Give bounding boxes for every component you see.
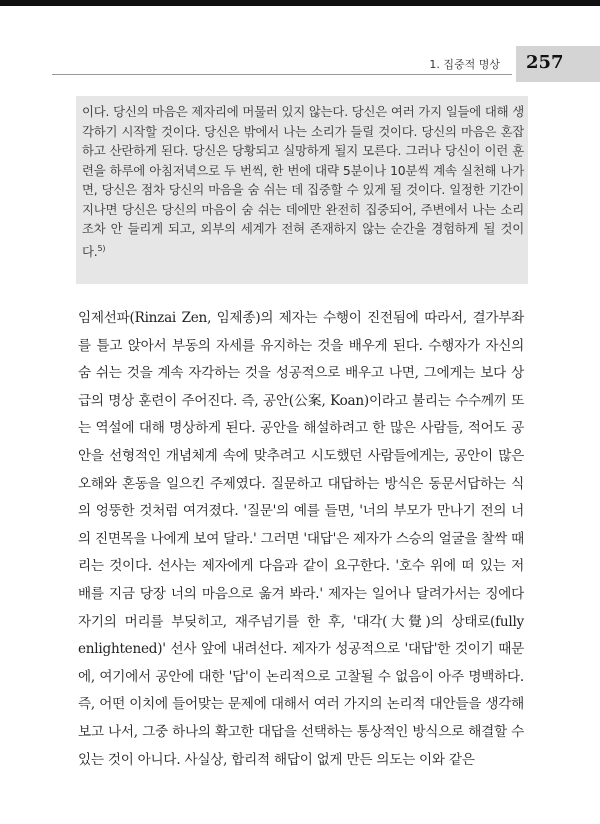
header-rule <box>52 74 512 75</box>
quotation-body: 이다. 당신의 마음은 제자리에 머물러 있지 않는다. 당신은 여러 가지 일들에 대해 생각하기 시작할 것이다. 당신은 밖에서 나는 소리가 들릴 것이다. 당신의 마음은 혼잡하고 산란하게 된다. 당신은 당황되고 실망하게 될지 모른다. 그러나 당신이 이런 훈련을 하루에 아침저녁으로 두 번씩, 한 번에 대략 5분이나 10분씩 계속 실천해 나가면, 당신은 점차 당신의 마음을 숨 쉬는 데 집중할 수 있게 될 것이다. 일정한 기간이 지나면 당신은 당신의 마음이 숨 쉬는 데에만 완전히 집중되어, 주변에서 나는 소리조차 안 들리게 되고, 외부의 세계가 전혀 존재하지 않는 순간을 경험하게 될 것이다. <box>82 104 524 259</box>
running-header <box>0 46 600 82</box>
page-number-box <box>516 46 600 82</box>
quotation-block <box>76 96 528 284</box>
top-edge-bar <box>0 0 600 6</box>
footnote-marker: 5) <box>97 243 106 253</box>
chapter-title: 1. 집중적 명상 <box>429 58 500 71</box>
page-number: 257 <box>526 52 564 73</box>
body-paragraph: 임제선파(Rinzai Zen, 임제종)의 제자는 수행이 진전됨에 따라서, 결가부좌를 틀고 앉아서 부동의 자세를 유지하는 것을 배우게 된다. 수행자가 자신의 숨 쉬는 것을 계속 자각하는 것을 성공적으로 배우고 나면, 그에게는 보다 상급의 명상 훈련이 주어진다. 즉, 공안(公案, Koan)이라고 불리는 수수께끼 또는 역설에 대해 명상하게 된다. 공안을 해설하려고 한 많은 사람들, 적어도 공안을 선형적인 개념체계 속에 맞추려고 시도했던 사람들에게는, 공안이 많은 오해와 혼동을 일으킨 주제였다. 질문하고 대답하는 방식은 동문서답하는 식의 엉뚱한 것처럼 여겨졌다. '질문'의 예를 들면, '너의 부모가 만나기 전의 너의 진면목을 나에게 보여 달라.' 그러면 '대답'은 제자가 스승의 얼굴을 찰싹 때리는 것이다. 선사는 제자에게 다음과 같이 요구한다. '호수 위에 떠 있는 저 배를 지금 당장 너의 마음으로 옮겨 봐라.' 제자는 일어나 달려가서는 징에다 자기의 머리를 부딪히고, 재주넘기를 한 후, '대각(大覺)의 상태로(fully enlightened)' 선사 앞에 내려선다. 제자가 성공적으로 '대답'한 것이기 때문에, 여기에서 공안에 대한 '답'이 논리적으로 고찰될 수 없음이 아주 명백하다. 즉, 어떤 이치에 들어맞는 문제에 대해서 여러 가지의 논리적 대안들을 생각해 보고 나서, 그중 하나의 확고한 대답을 선택하는 통상적인 방식으로 해결할 수 있는 것이 아니다. 사실상, 합리적 해답이 없게 만든 의도는 이와 같은 <box>78 310 524 768</box>
quotation-text <box>82 102 524 261</box>
